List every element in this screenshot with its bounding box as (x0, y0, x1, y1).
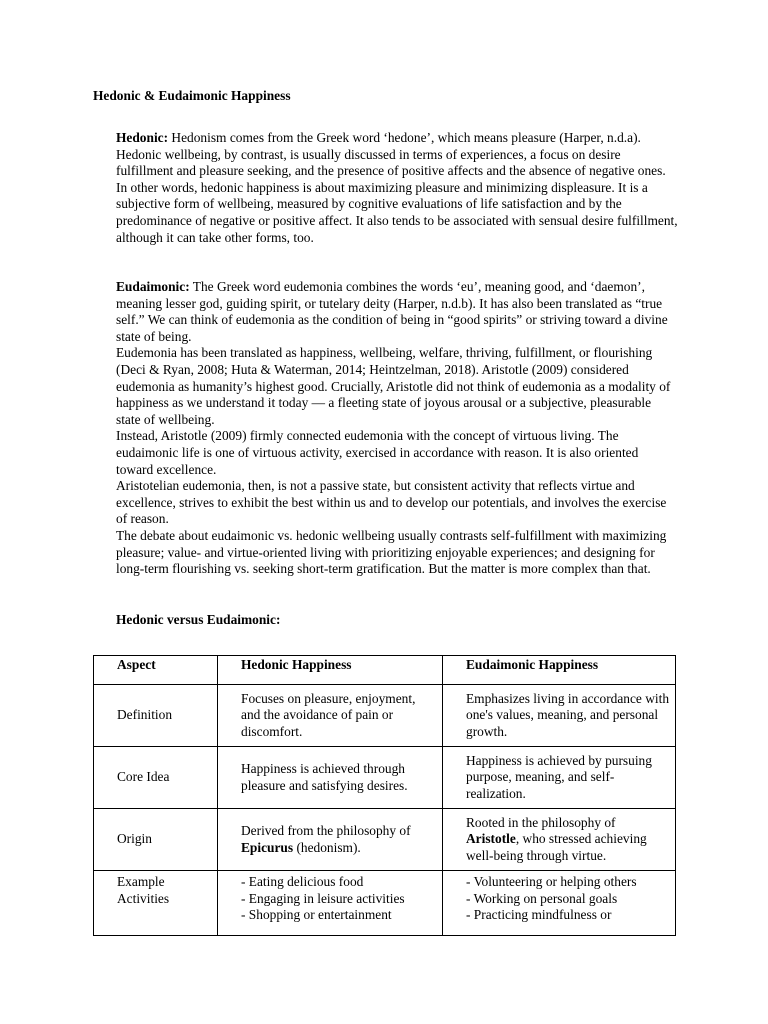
hedonic-origin-philosopher: Epicurus (241, 839, 294, 855)
list-item: - Working on personal goals (466, 890, 618, 906)
eudaimonic-core-idea: Happiness is achieved by pursuing purpose, meaning, and self-realization. (443, 747, 676, 809)
eudaimonic-paragraph-5: The debate about eudaimonic vs. hedonic wellbeing usually contrasts self-fulfillment with maximizing pleasure; value- and virtue-oriented living with prioritizing enjoyable experiences; and designing for long-term flourishing vs. seeking short-term gratification. But the matter is more complex than that. (116, 527, 667, 577)
aspect-definition: Definition (94, 685, 218, 747)
eudaimonic-examples (443, 871, 676, 936)
eudaimonic-origin (443, 809, 676, 871)
eudaimonic-text-1: The Greek word eudemonia combines the words ‘eu’, meaning good, and ‘daemon’, meaning lesser god, guiding spirit, or tutelary deity (Harper, n.d.b). It has also been translated as “true self.” We can think of eudemonia as the condition of being in “good spirits” or striving toward a divine state of being. (116, 279, 668, 344)
list-item: - Practicing mindfulness or (466, 907, 612, 923)
hedonic-core-idea: Happiness is achieved through pleasure and satisfying desires. (218, 747, 443, 809)
hedonic-paragraph-1 (116, 130, 678, 180)
hedonic-origin-text: Derived from the philosophy of (241, 822, 411, 838)
header-hedonic: Hedonic Happiness (218, 656, 443, 685)
header-eudaimonic: Eudaimonic Happiness (443, 656, 676, 685)
eudaimonic-paragraph-4: Aristotelian eudemonia, then, is not a passive state, but consistent activity that reflects virtue and excellence, strives to exhibit the best within us and to develop our potentials, and involves the exercise of reason. (116, 478, 667, 527)
header-aspect: Aspect (94, 656, 218, 685)
list-item: - Shopping or entertainment (241, 907, 392, 923)
list-item: - Volunteering or helping others (466, 874, 637, 889)
table-row (94, 747, 676, 809)
table-row (94, 809, 676, 871)
eudaimonic-paragraph-1 (116, 279, 678, 345)
hedonic-lead: Hedonic: (116, 130, 169, 145)
table-header-row (94, 656, 676, 685)
comparison-table (93, 655, 676, 936)
eudaimonic-paragraph-3: Instead, Aristotle (2009) firmly connected eudemonia with the concept of virtuous living. The eudaimonic life is one of virtuous activity, exercised in accordance with reason. It is also oriented toward excellence. (116, 428, 639, 477)
list-item: - Eating delicious food (241, 874, 364, 889)
aspect-example-activities: Example Activities (94, 871, 218, 936)
hedonic-origin (218, 809, 443, 871)
hedonic-origin-suffix: (hedonism). (293, 839, 361, 855)
eudaimonic-origin-suffix: , who stressed achieving well-being through virtue. (466, 831, 647, 863)
eudaimonic-lead: Eudaimonic: (116, 279, 190, 294)
hedonic-examples (218, 871, 443, 936)
eudaimonic-definition: Emphasizes living in accordance with one's values, meaning, and personal growth. (443, 685, 676, 747)
page-title: Hedonic & Eudaimonic Happiness (93, 88, 291, 103)
hedonic-paragraph-2: In other words, hedonic happiness is about maximizing pleasure and minimizing displeasure. It is a subjective form of wellbeing, measured by cognitive evaluations of life satisfaction and by the predominance of negative or positive affect. It also tends to be associated with sensual desire fulfillment, although it can take other forms, too. (116, 179, 678, 245)
hedonic-text-1: Hedonism comes from the Greek word ‘hedone’, which means pleasure (Harper, n.d.a). Hedonic wellbeing, by contrast, is usually discussed in terms of experiences, a focus on desire fulfillment and pleasure seeking, and the presence of positive affects and the absence of negative ones. (116, 130, 666, 179)
hedonic-definition: Focuses on pleasure, enjoyment, and the avoidance of pain or discomfort. (218, 685, 443, 747)
comparison-heading: Hedonic versus Eudaimonic: (116, 612, 281, 627)
aspect-origin: Origin (94, 809, 218, 871)
list-item: - Engaging in leisure activities (241, 890, 405, 906)
eudaimonic-paragraph-2: Eudemonia has been translated as happiness, wellbeing, welfare, thriving, fulfillment, or flourishing (Deci & Ryan, 2008; Huta & Waterman, 2014; Heintzelman, 2018). Aristotle (2009) considered eudemonia as humanity’s highest good. Crucially, Aristotle did not think of eudemonia as a modality of happiness as we understand it today — a fleeting state of joyous arousal or a subjective, pleasurable state of wellbeing. (116, 345, 671, 427)
hedonic-section (116, 130, 678, 246)
eudaimonic-origin-philosopher: Aristotle (466, 831, 516, 847)
aspect-core-idea: Core Idea (94, 747, 218, 809)
eudaimonic-origin-text: Rooted in the philosophy of (466, 814, 616, 830)
eudaimonic-section (116, 279, 678, 578)
table-row (94, 685, 676, 747)
table-row (94, 871, 676, 936)
